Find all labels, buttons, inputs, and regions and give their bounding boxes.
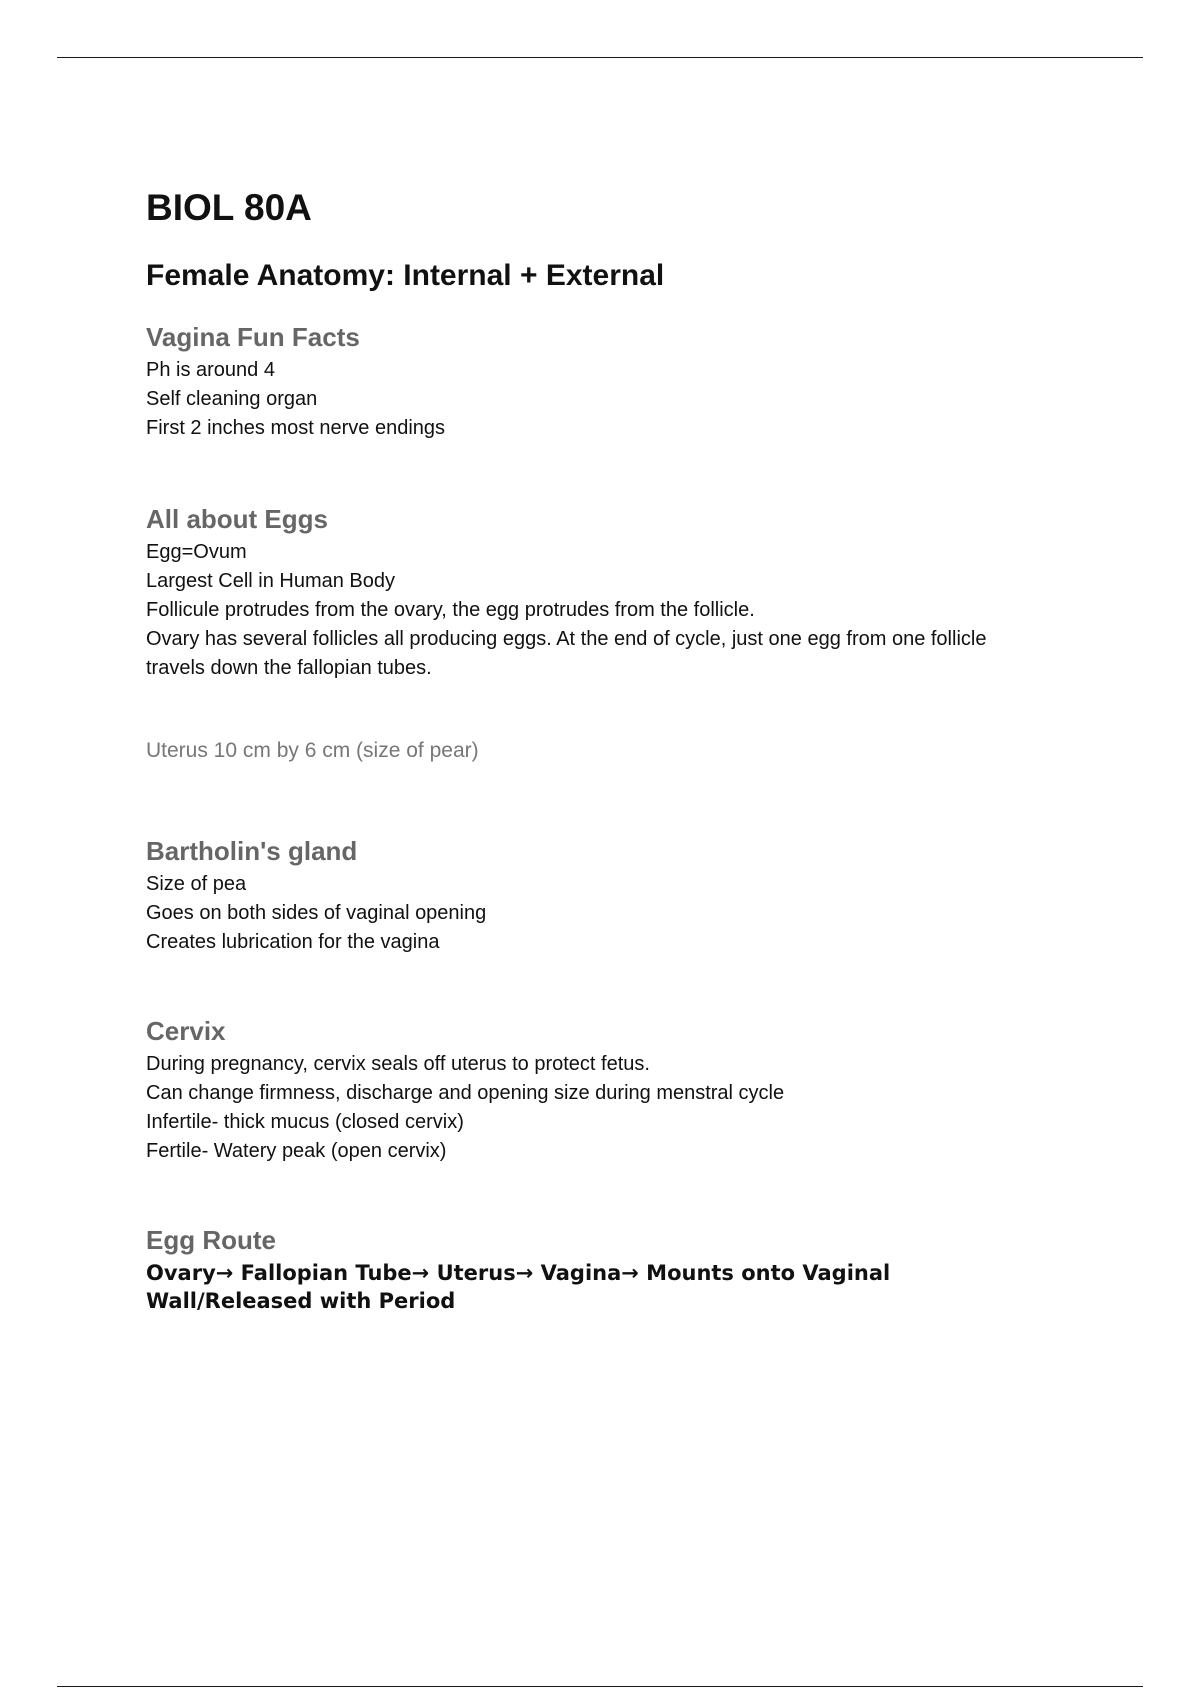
uterus-note: Uterus 10 cm by 6 cm (size of pear)	[146, 739, 479, 762]
text-line: Can change firmness, discharge and opening size during menstral cycle	[146, 1082, 785, 1104]
section-vagina-fun-facts	[146, 321, 1106, 443]
egg-route-line: Wall/Released with Period	[146, 1289, 456, 1313]
text-line: Egg=Ovum	[146, 541, 247, 563]
document-body	[146, 186, 1106, 1315]
section-cervix	[146, 1015, 1106, 1166]
text-line: Follicule protrudes from the ovary, the egg protrudes from the follicle.	[146, 599, 755, 621]
text-line: Fertile- Watery peak (open cervix)	[146, 1140, 447, 1162]
text-line: Ph is around 4	[146, 359, 275, 381]
text-line: First 2 inches most nerve endings	[146, 417, 446, 439]
text-line: Size of pea	[146, 873, 247, 895]
text-line: Goes on both sides of vaginal opening	[146, 902, 487, 924]
section-heading: Cervix	[146, 1016, 226, 1046]
section-heading: Vagina Fun Facts	[146, 322, 360, 352]
text-line: During pregnancy, cervix seals off uterus to protect fetus.	[146, 1053, 650, 1075]
text-line: Largest Cell in Human Body	[146, 570, 396, 592]
bottom-rule	[57, 1686, 1143, 1687]
section-uterus	[146, 736, 1106, 766]
section-egg-route	[146, 1224, 1106, 1315]
document-subtitle: Female Anatomy: Internal + External	[146, 259, 665, 292]
document-title: BIOL 80A	[146, 187, 312, 228]
text-line: Self cleaning organ	[146, 388, 318, 410]
text-line: Ovary has several follicles all producing eggs. At the end of cycle, just one egg from one follicle	[146, 628, 987, 650]
text-line: Creates lubrication for the vagina	[146, 931, 440, 953]
egg-route-line: Ovary→ Fallopian Tube→ Uterus→ Vagina→ Mounts onto Vaginal	[146, 1261, 891, 1285]
top-rule	[57, 57, 1143, 58]
text-line: Infertile- thick mucus (closed cervix)	[146, 1111, 464, 1133]
text-line: travels down the fallopian tubes.	[146, 657, 432, 679]
section-all-about-eggs	[146, 503, 1106, 683]
section-bartholins-gland	[146, 835, 1106, 957]
section-heading: All about Eggs	[146, 504, 328, 534]
section-heading: Bartholin's gland	[146, 836, 358, 866]
section-heading: Egg Route	[146, 1225, 276, 1255]
